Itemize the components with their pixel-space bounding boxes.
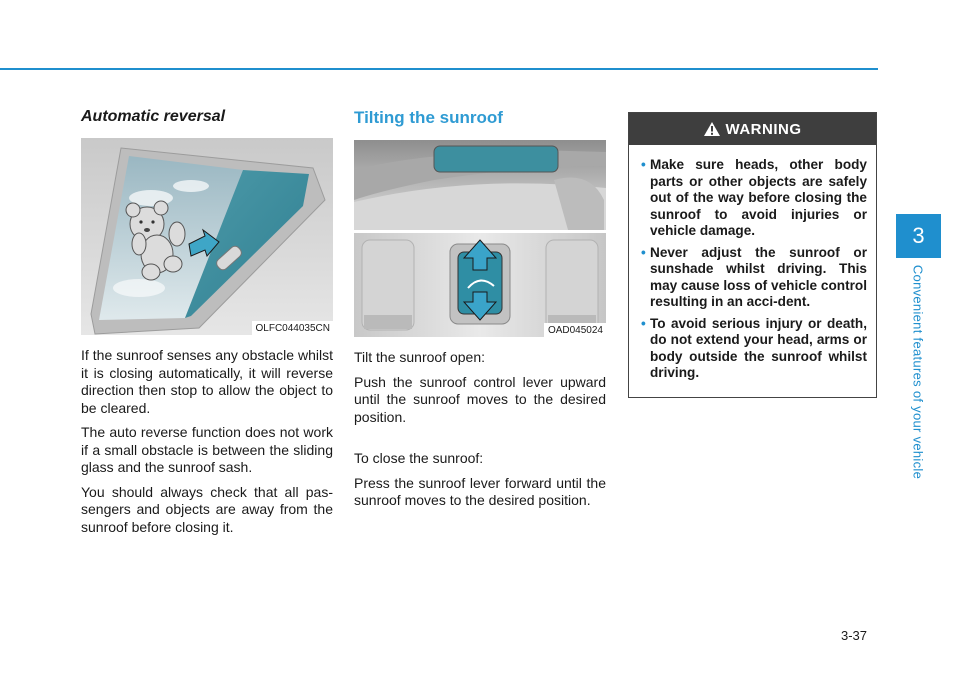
bullet-icon: • xyxy=(641,315,646,331)
figure-code: OAD045024 xyxy=(544,323,606,337)
heading-automatic-reversal: Automatic reversal xyxy=(81,108,226,125)
warning-title: WARNING xyxy=(725,120,802,138)
automatic-reversal-text xyxy=(81,347,333,536)
figure-sunroof-obstacle xyxy=(81,138,333,335)
open-label: Tilt the sunroof open: xyxy=(354,349,486,365)
paragraph: If the sunroof senses any obstacle whilst it is closing automatically, it will reverse direction then stop to allow the object to be cleared. xyxy=(81,347,333,416)
heading-tilting-sunroof: Tilting the sunroof xyxy=(354,108,503,127)
page-number: 3-37 xyxy=(841,628,868,643)
list-item: • Make sure heads, other body parts or other objects are safely out of the way before closing the sunroof to avoid injuries or vehicle damage. xyxy=(641,157,867,238)
figure-sunroof-lever xyxy=(354,140,606,337)
left-column xyxy=(81,108,333,543)
tilting-sunroof-text xyxy=(354,349,606,510)
chapter-tab: 3 xyxy=(896,214,941,258)
open-instructions: Push the sunroof control lever upward until the sunroof moves to the desired position. xyxy=(354,373,606,425)
list-item: • To avoid serious injury or death, do not extend your head, arms or body outside the sunroof whilst driving. xyxy=(641,315,867,380)
warning-triangle-icon xyxy=(704,122,720,136)
paragraph: The auto reverse function does not work if a small obstacle is between the sliding glass and the sunroof sash. xyxy=(81,424,333,475)
bullet-icon: • xyxy=(641,157,646,172)
close-instructions: Press the sunroof lever forward until the sunroof moves to the desired position. xyxy=(354,474,606,508)
sunroof-obstacle-illustration xyxy=(81,138,333,335)
middle-column xyxy=(354,108,606,517)
warning-list xyxy=(629,157,876,382)
warning-box xyxy=(628,112,879,398)
warning-header xyxy=(629,113,876,145)
top-rule xyxy=(0,68,878,70)
list-item: • Never adjust the sunroof or sunshade whilst driving. This may cause loss of vehicle control resulting in an acci-dent. xyxy=(641,244,867,309)
chapter-label: Convenient features of your vehicle xyxy=(910,264,926,480)
bullet-icon: • xyxy=(641,244,646,260)
close-label: To close the sunroof: xyxy=(354,450,484,466)
paragraph: You should always check that all pas-sengers and objects are away from the sunroof before closing it. xyxy=(81,483,333,535)
figure-code: OLFC044035CN xyxy=(252,321,333,335)
sunroof-lever-illustration xyxy=(354,140,606,337)
